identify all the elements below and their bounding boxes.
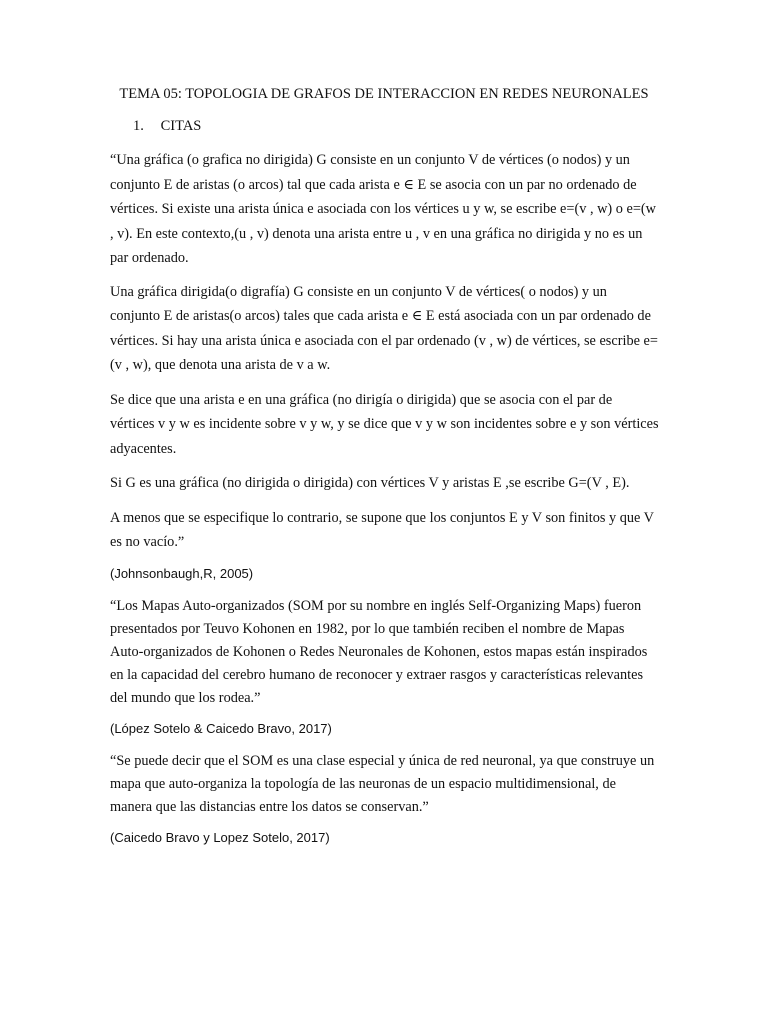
quote-som-topology: “Se puede decir que el SOM es una clase especial y única de red neuronal, ya que construye un mapa que auto-organiza la topología de las neuronas de un espacio multidimensional, de manera que las distancias entre los datos se conservan.” (110, 752, 655, 815)
document-body (110, 148, 660, 859)
section-label: CITAS (160, 118, 202, 134)
document-title: TEMA 05: TOPOLOGIA DE GRAFOS DE INTERACCION EN REDES NEURONALES (119, 86, 649, 102)
paragraph-directed-graph: Una gráfica dirigida(o digrafía) G consiste en un conjunto V de vértices( o nodos) y un conjunto E de aristas(o arcos) tales que cada arista e ∈ E está asociada con un par ordenado de vértices. Si hay una arista única e asociada con el par ordenado (v , w) de vértices, se escribe e=(v , w), que denota una arista de v a w. (110, 283, 658, 373)
paragraph-incidence: Se dice que una arista e en una gráfica (no dirigía o dirigida) que se asocia con el par de vértices v y w es incidente sobre v y w, y se dice que v y w son incidentes sobre e y son vértices adyacentes. (110, 391, 659, 457)
paragraph-undirected-graph: “Una gráfica (o grafica no dirigida) G consiste en un conjunto V de vértices (o nodos) y un conjunto E de aristas (o arcos) tal que cada arista e ∈ E se asocia con un par no ordenado de vértices. Si existe una arista única e asociada con los vértices u y w, se escribe e=(v , w) o e=(w , v). En este contexto,(u , v) denota una arista entre u , v en una gráfica no dirigida y no es un par ordenado. (110, 152, 656, 266)
citation-lopez-sotelo: (López Sotelo & Caicedo Bravo, 2017) (110, 720, 332, 736)
paragraph-finite-sets: A menos que se especifique lo contrario, se supone que los conjuntos E y V son finitos y que V es no vacío.” (110, 509, 654, 550)
citation-caicedo-bravo: (Caicedo Bravo y Lopez Sotelo, 2017) (110, 829, 330, 845)
quote-som-intro: “Los Mapas Auto-organizados (SOM por su nombre en inglés Self-Organizing Maps) fueron presentados por Teuvo Kohonen en 1982, por lo que también reciben el nombre de Mapas Auto-organizados de Kohonen o Redes Neuronales de Kohonen, estos mapas están inspirados en la capacidad del cerebro humano de reconocer y extraer rasgos y características relevantes del mundo que los rodea.” (110, 597, 648, 706)
section-number: 1. (133, 118, 144, 134)
section-heading (133, 118, 201, 135)
paragraph-graph-notation: Si G es una gráfica (no dirigida o dirigida) con vértices V y aristas E ,se escribe G=(V , E). (110, 475, 630, 491)
citation-johnsonbaugh: (Johnsonbaugh,R, 2005) (110, 565, 254, 581)
